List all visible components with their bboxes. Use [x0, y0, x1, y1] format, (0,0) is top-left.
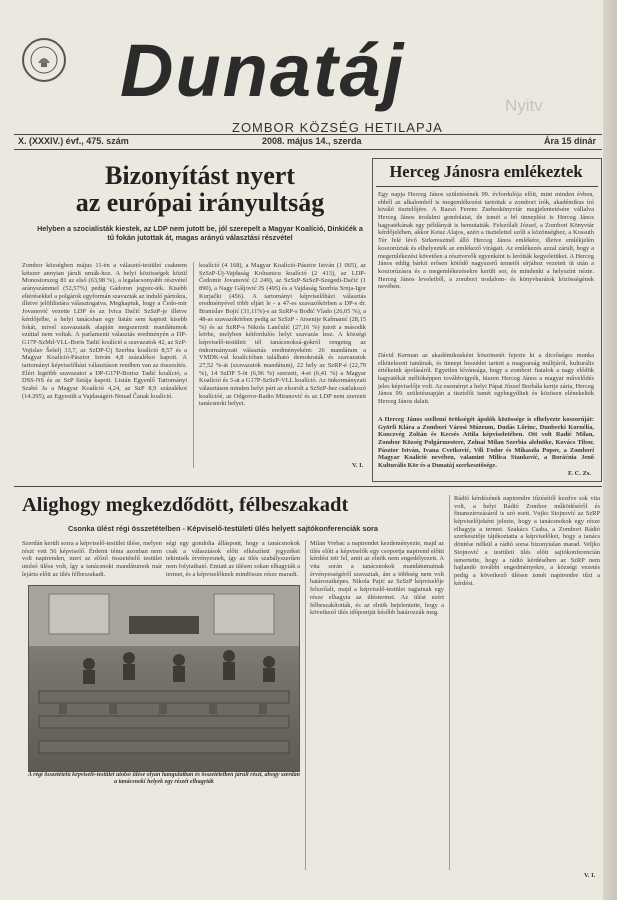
- second-signature: V. I.: [584, 872, 596, 879]
- side-headline-rule: [376, 186, 598, 187]
- second-column-4: Rádió kérdésének napirendre tűzésétől kezdve sok vita volt, a helyi Rádió Zombor működéséről és finanszírozásáról is szó esett. Vujko Stojnović az SzRP képviselőjeként jelezte, hogy a tanácsnokok egy része elhagyja a termet. Szakács Csaba, a Zombori Rádió szerkesztője tájékoztatta a képviselőket, hogy a tanács döntése nélkül a rádió sorsa bizonytalan marad. Veljko Stojnović a testületi ülés előtt sajtókonferencián ismertette, hogy a rádió kérdésében az SzRP nem hajlandó további engedményekre, a községi vezetés pedig a következő ülésen ismét napirendre tűzi a kérdést.: [454, 495, 600, 587]
- section-divider: [14, 486, 602, 487]
- council-meeting-photo: [28, 585, 300, 772]
- photo-caption: A régi összetételű képviselő-testület utolsó ülése olyan hangulatban és összetételben járult részt, ahogy szerdán a tanácsnoki helyek egy részét elhagyták: [27, 772, 300, 786]
- second-column-1: Szerdán került sorra a képviselő-testület ülése, melyen részt vett 56 képviselő. Érdemi téma azonban nem volt napirenden, mert az előző összetételű testület utolsó ülése volt, így a tanácsnoki mandátumok már lejárta előtt az ülés félbeszakadt.: [22, 540, 162, 578]
- column-divider: [305, 540, 306, 870]
- issue-price: Ára 15 dinár: [543, 136, 596, 146]
- page-edge-shadow: [603, 0, 617, 900]
- side-column-2: Dávid Kerman az akadémikusként köszönetét fejezte ki a dicsőséges munka elkötelezett tanúinak, és ünnepi beszédet tartott a magyarság múltjáról, kulturális értékeink ápolásáról. Egyetlen kívánsága, hogy a zombori fiatalok a nagy elődök hagyatékát méltóképpen továbbvigyék, hiszen Herceg János a magyar művelődés jeles képviselője volt. Az eseményt a helyi Pápai József Borbála kertje zárta, Herceg János 99. születésnapján a tisztelői ismét egybegyűltek és közösen elénekelték Herceg János dalait.: [378, 352, 594, 406]
- column-divider: [193, 262, 194, 468]
- second-headline: Alighogy megkezdődött, félbeszakadt: [22, 494, 349, 516]
- lead-headline-line1: Bizonyítást nyert: [105, 161, 295, 190]
- issue-number: X. (XXXIV.) évf., 475. szám: [18, 136, 129, 146]
- lead-column-1: Zombor községben május 11-én a választó-testület csaknem kétszer annyian járult urnák-hoz. A helyi közösségek közül Monostorszeg 81 az első (63,98 %), a legalacsonyabb részvétel arányszámmel (52,57%) pedig Gádoron jegyez-ték. Kisebb eltérésekkel a polgárok egyformán szavaztak az induló pártokra, illetve jelöltlistára választogatva. Megkaptuk, hogy a Čedo-mir Jovanović vezette LDP és az Ivica Dačić SzSzP-je illetve kérdőjelbe, a helyi tanácsban egy listán sem kaptott kisebb fokát, mivel szavazataik alapján megszerzett mandátumok ezúttal nem voltak. A parlamenti választás eredményén a DP-G17P-SzMd-VLL-Boris Tadić koalíció a szavazatok 42, az SzP-Vojislav Šešelj 33,7, az SzDP-Új Szerbia koalíció 8,57 és a Magyar Koalíció-Pásztor István 4,8 százalékot kapott. A tartományi képviselőházi választáson rendben van az összesítés. Elért legtöbb szavazatot a DP-G17P-Borisz Tadić koalíció, a DSS-NS és az SzP listája kapott. Listán Egyenlő Tartományi Szabó Ja a Magyar Koalíció 4,24, az SzP 8,9 százalékot (14.295), az Egyesült a Vajdaságért-Nenad Čanak koalíció.: [22, 262, 187, 400]
- masthead-subtitle: ZOMBOR KÖZSÉG HETILAPJA: [232, 120, 443, 135]
- second-column-3: Milan Vrebac a napirendet kezdeményezte, majd az ülés előtt a képviselők egy csoportja napirend előtti kérdést tett fel, amit az elnök nem engedélyezett. A vita során a tanácsnokok mandátumainak érvényességéről szavaztak, ám a többség nem volt határozatképes. Nikola Pajić az SzSzP képviselője felszólalt, majd a képviselő-testület tagjainak egy része elhagyta az üléstermet. Az ülést ezért félbeszakították, és az elnök bejelentette, hogy a következő ülés időpontját később határozzák meg.: [310, 540, 444, 617]
- lead-signature: V. I.: [352, 462, 364, 469]
- column-divider: [449, 495, 450, 870]
- side-column-1: Egy napja Herceg János születésének 99. évfordulója előtt, mint minden évben, ebből az alkalomból is megemlékezést tartottak a zombori írók, akadémikus író kiváló tisztelőjére. A Bazsó Ferenc Zsebeskönyvtár megjelentetésére vállalva Herceg János irodalmi gondolatai, de ismét a bő ünneplést is Herceg János hagyatékának egy példányát is bemutatták. Felszólalt József, a Zombori Könyvtár kérdőjelében, akkor Keisz Alajos, azért a tisztelettel szólt a közönséghez, a Kossuth Tér felé lévő Sirkeresztnél álló Herceg János emlékére, illetve emlékjelén koszorúztak és elhelyezték az emlékező virágait. Az emlékezés azzal zárult, hogy a megemlékezést követően a résztvevők egyenként is lerótták kegyeletüket. A Herceg János eddig bárkit erősen kötődő nagyszerű temetői sírjához vezetett út után a koszorúzásra és a megemlékezésekre került sor, és mindenki a helyszínt nézte. Herceg János leveleiből, a zombori irodalom- és könyvbarátok közösségének nevében.: [378, 191, 594, 291]
- lead-headline-line2: az európai irányultság: [75, 188, 325, 218]
- second-deck: Csonka ülést régi összetételben - Képviselő-testületi ülés helyett sajtókonferenciák sora: [67, 524, 379, 533]
- lead-deck: Helyben a szocialisták kiestek, az LDP nem jutott be, jól szerepelt a Magyar Koalíció, Dinkićék a tű fokán jutottak át, magas arányú választási részvétel: [37, 224, 363, 242]
- side-headline: Herceg Jánosra emlékeztek: [389, 162, 583, 181]
- lead-column-2: koalíció (4 168), a Magyar Koalíció-Pásztor István (1 065), az SzSzP-Új-Vajdaság Kolnanicu koalíció (2 413), az LDP-Čedomir Jovanović (2 249), az SzSzP-SzSzP-Szegedi-Dačić (1 890), a Nagy Gáljović JS (495) és a Vajdaság Szerbia Srnja-Igor Kurjački (456). A tartományi képviselőházi választás eredményével több eljárt le - a 47-es szavazókörben a DP-s dr. Branislav Bojić (31,11%)-s az SzRP-s Bođić Vlado (26,05 %), a 48-as szavazókörben pedig az SzSzP - Arsenije Kalmanić (28,15 %) és az SzRP-s Nikola Lančulić (27,16 %) jutott a második körbe, melyben kétfordulós helyi szavazás lesz. A községi képviselő-testületi tél tanácsnoksá-gokról rengeteg az önkormányzati választás eredményeként: 26 mandátum a VMDK-val koalícióban található demokraták és szavazatok 27,52 %-át (szavazatok mandátum), 22 hely az SzRP-é (22,79 %), 14 SzDP 5-öt (6,96 %) szerzett, 4-et (6,41 %) a Magyar Koalíció és 3-at a G17P-SzSzP-VLL koalíció. Az önkormányzati választáson minden helyi párt az elsorolt a SzSzP-hez csatlakozó koalícióé, az Odgovor-Radio Miranović és az LDP nem szerzett tanácsnoki helyet.: [199, 262, 366, 408]
- side-column-3: A Herceg János szellemi örökségét ápolók közössége is elhelyezte koszorúját: Györfi Klára a Zombori Városi Múzeum, Dudás Lőrinc, Dunberki Kornélia, Konczvég Zoltán és Kecsés Attila képviseletében. Ott volt Radić Milan, Zombor Község Polgármestere, Zolnai Milan Szerbia alelnöke, Kovács Tibor, Pásztor István, Ivana Cvetković, Vili Fodor és Mikaszla Popov, a Zombori Magyar Koalíció nevében, valamint Milica Stanković, a Boráćnia Jenő Kulturális Kör és a Dunatáj szerkesztősége.: [378, 416, 594, 470]
- meeting-hall-illustration: [29, 586, 299, 771]
- second-column-2: ségi egy gondolta álláspont, hogy a tanácsnokok csak a választások előtt elkészített jegyzéket tekintsék érvényesnek, így az ülés szabályszerűen nem folytatható. Emiatt az ülésen sokan elhagyták a termet, és a képviselőknek mindössze része maradt.: [166, 540, 300, 578]
- seal-emblem-icon: [29, 45, 59, 75]
- issue-date: 2008. május 14., szerda: [262, 136, 362, 146]
- issue-info-strip: [14, 134, 602, 150]
- town-seal-icon: [22, 38, 66, 82]
- faded-background-text: Nyitv: [505, 96, 543, 115]
- lead-headline: [40, 162, 360, 217]
- masthead-title: Dunatáj: [120, 29, 406, 112]
- side-signature: F. C. Zs.: [568, 470, 592, 477]
